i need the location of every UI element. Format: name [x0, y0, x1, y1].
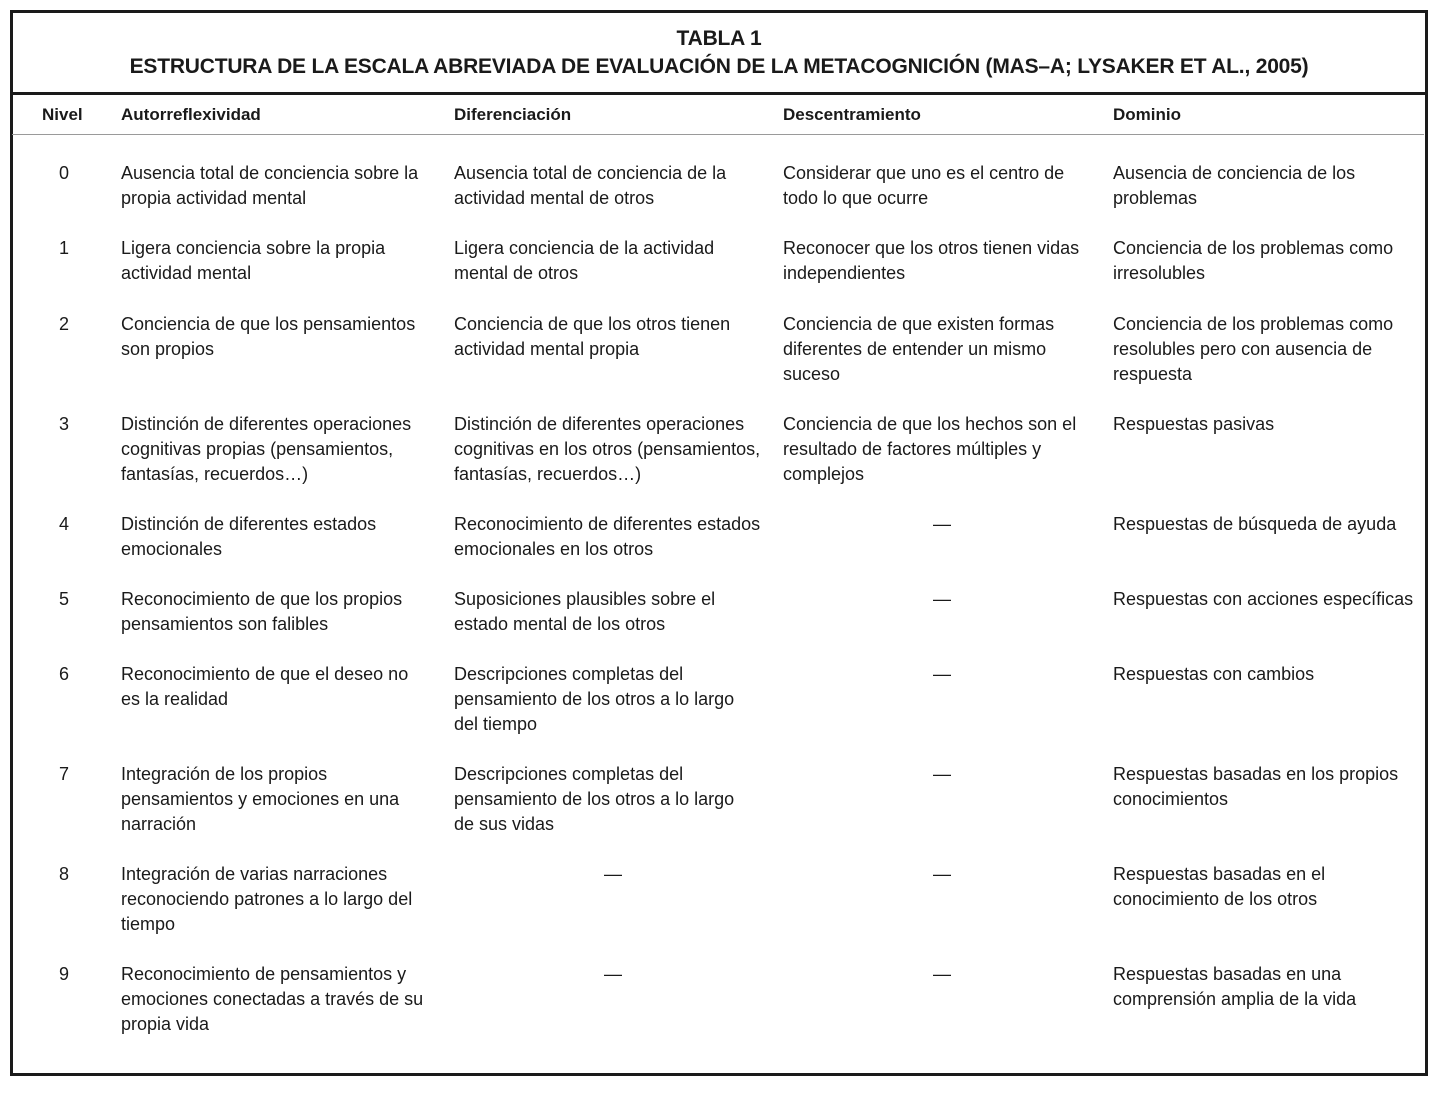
cell-diferenciacion: [454, 662, 734, 737]
cell-line: complejos: [783, 464, 865, 484]
cell-line: actividad mental de otros: [454, 188, 655, 208]
cell-autorreflexividad: [121, 512, 376, 562]
cell-nivel: 0: [58, 163, 69, 183]
cell-line: pensamiento de los otros a lo largo: [454, 689, 735, 709]
cell-diferenciacion: [454, 236, 714, 286]
cell-line: propia vida: [121, 1014, 210, 1034]
cell-nivel: 4: [58, 514, 69, 534]
cell-diferenciacion: [454, 587, 715, 637]
cell-diferenciacion-empty: —: [604, 864, 622, 884]
cell-dominio: [1113, 662, 1314, 687]
cell-line: actividad mental: [121, 263, 252, 283]
cell-line: diferentes de entender un mismo: [783, 339, 1047, 359]
cell-line: mental de otros: [454, 263, 579, 283]
cell-line: cognitivas propias (pensamientos,: [121, 439, 394, 459]
cell-line: conocimiento de los otros: [1113, 889, 1318, 909]
cell-line: actividad mental propia: [454, 339, 640, 359]
cell-line: emociones conectadas a través de su: [121, 989, 424, 1009]
cell-line: tiempo: [121, 914, 176, 934]
cell-line: respuesta: [1113, 364, 1193, 384]
cell-line: reconociendo patrones a lo largo del: [121, 889, 413, 909]
cell-nivel: 1: [58, 238, 69, 258]
cell-diferenciacion-empty: —: [604, 964, 622, 984]
cell-diferenciacion: [454, 762, 734, 837]
cell-line: narración: [121, 814, 197, 834]
cell-line: del tiempo: [454, 714, 538, 734]
cell-line: irresolubles: [1113, 263, 1206, 283]
cell-line: pensamiento de los otros a lo largo: [454, 789, 735, 809]
table-subtitle: ESTRUCTURA DE LA ESCALA ABREVIADA DE EVALUACIÓN DE LA METACOGNICIÓN (MAS–A; LYSAKER ET AL., 2005): [129, 55, 1309, 78]
cell-line: Reconocimiento de diferentes estados: [454, 514, 761, 534]
cell-dominio: [1113, 161, 1355, 211]
cell-dominio: [1113, 762, 1398, 812]
cell-descentramiento-empty: —: [933, 864, 951, 884]
cell-nivel: 6: [58, 664, 69, 684]
cell-line: Reconocimiento de que los propios: [121, 589, 403, 609]
cell-dominio: [1113, 236, 1393, 286]
cell-autorreflexividad: [121, 962, 423, 1037]
cell-line: Ausencia total de conciencia sobre la: [121, 163, 419, 183]
cell-line: propia actividad mental: [121, 188, 307, 208]
cell-line: de sus vidas: [454, 814, 555, 834]
cell-line: Ligera conciencia de la actividad: [454, 238, 715, 258]
cell-line: pensamientos y emociones en una: [121, 789, 400, 809]
cell-line: resultado de factores múltiples y: [783, 439, 1042, 459]
cell-nivel: 5: [58, 589, 69, 609]
cell-nivel: 9: [58, 964, 69, 984]
header-nivel: Nivel: [42, 105, 83, 124]
cell-dominio: [1113, 962, 1356, 1012]
cell-nivel: 3: [58, 414, 69, 434]
header-descentramiento: Descentramiento: [783, 105, 921, 124]
cell-line: fantasías, recuerdos…): [454, 464, 642, 484]
cell-autorreflexividad: [121, 161, 418, 211]
cell-dominio: [1113, 587, 1413, 612]
cell-diferenciacion: [454, 161, 726, 211]
cell-line: Considerar que uno es el centro de: [783, 163, 1065, 183]
cell-line: Descripciones completas del: [454, 664, 684, 684]
header-autorreflexividad: Autorreflexividad: [121, 105, 261, 124]
cell-descentramiento: [783, 236, 1079, 286]
table-title-block: [13, 13, 1425, 95]
cell-line: emocionales en los otros: [454, 539, 654, 559]
table-header-row: [0, 95, 1412, 135]
cell-descentramiento: [783, 312, 1054, 387]
cell-line: Ausencia total de conciencia de la: [454, 163, 727, 183]
cell-line: es la realidad: [121, 689, 229, 709]
cell-line: Respuestas basadas en los propios: [1113, 764, 1399, 784]
cell-autorreflexividad: [121, 587, 402, 637]
cell-line: Respuestas de búsqueda de ayuda: [1113, 514, 1397, 534]
cell-line: cognitivas en los otros (pensamientos,: [454, 439, 761, 459]
cell-diferenciacion: [454, 412, 760, 487]
cell-line: Distinción de diferentes operaciones: [454, 414, 745, 434]
cell-descentramiento: [783, 161, 1064, 211]
cell-dominio: [1113, 412, 1274, 437]
cell-line: pensamientos son falibles: [121, 614, 329, 634]
cell-line: Reconocimiento de que el deseo no: [121, 664, 409, 684]
cell-line: conocimientos: [1113, 789, 1229, 809]
cell-line: Conciencia de que existen formas: [783, 314, 1055, 334]
cell-line: Respuestas con acciones específicas: [1113, 589, 1414, 609]
cell-line: Ligera conciencia sobre la propia: [121, 238, 386, 258]
cell-dominio: [1113, 312, 1393, 387]
cell-line: independientes: [783, 263, 906, 283]
cell-descentramiento-empty: —: [933, 514, 951, 534]
cell-line: resolubles pero con ausencia de: [1113, 339, 1373, 359]
cell-autorreflexividad: [121, 662, 408, 712]
cell-line: Integración de los propios: [121, 764, 328, 784]
cell-line: Conciencia de los problemas como: [1113, 238, 1394, 258]
cell-line: Conciencia de que los hechos son el: [783, 414, 1077, 434]
cell-autorreflexividad: [121, 236, 385, 286]
cell-dominio: [1113, 862, 1325, 912]
cell-diferenciacion: [454, 312, 730, 362]
cell-line: Conciencia de que los otros tienen: [454, 314, 731, 334]
cell-line: emocionales: [121, 539, 223, 559]
cell-dominio: [1113, 512, 1396, 537]
header-diferenciacion: Diferenciación: [454, 105, 572, 124]
cell-autorreflexividad: [121, 412, 411, 487]
cell-descentramiento: [783, 412, 1076, 487]
cell-line: Respuestas basadas en el: [1113, 864, 1326, 884]
cell-line: Respuestas pasivas: [1113, 414, 1275, 434]
cell-line: fantasías, recuerdos…): [121, 464, 309, 484]
cell-descentramiento-empty: —: [933, 589, 951, 609]
cell-line: Conciencia de que los pensamientos: [121, 314, 416, 334]
cell-descentramiento-empty: —: [933, 964, 951, 984]
cell-line: Reconocer que los otros tienen vidas: [783, 238, 1080, 258]
cell-autorreflexividad: [121, 312, 415, 362]
header-divider: [12, 134, 1424, 135]
cell-autorreflexividad: [121, 862, 412, 937]
cell-line: Integración de varias narraciones: [121, 864, 388, 884]
cell-line: Respuestas basadas en una: [1113, 964, 1342, 984]
cell-diferenciacion: [454, 512, 760, 562]
cell-line: Distinción de diferentes operaciones: [121, 414, 412, 434]
cell-line: Conciencia de los problemas como: [1113, 314, 1394, 334]
cell-line: problemas: [1113, 188, 1198, 208]
cell-nivel: 7: [58, 764, 69, 784]
cell-line: estado mental de los otros: [454, 614, 666, 634]
cell-line: todo lo que ocurre: [783, 188, 929, 208]
cell-line: Ausencia de conciencia de los: [1113, 163, 1356, 183]
cell-line: Distinción de diferentes estados: [121, 514, 377, 534]
cell-line: suceso: [783, 364, 841, 384]
cell-line: Descripciones completas del: [454, 764, 684, 784]
cell-autorreflexividad: [121, 762, 399, 837]
cell-line: Reconocimiento de pensamientos y: [121, 964, 407, 984]
table-title: TABLA 1: [676, 27, 762, 50]
cell-line: comprensión amplia de la vida: [1113, 989, 1357, 1009]
cell-nivel: 8: [58, 864, 69, 884]
cell-nivel: 2: [58, 314, 69, 334]
cell-line: son propios: [121, 339, 215, 359]
cell-line: Suposiciones plausibles sobre el: [454, 589, 716, 609]
header-dominio: Dominio: [1113, 105, 1181, 124]
cell-descentramiento-empty: —: [933, 664, 951, 684]
cell-line: Respuestas con cambios: [1113, 664, 1315, 684]
cell-descentramiento-empty: —: [933, 764, 951, 784]
